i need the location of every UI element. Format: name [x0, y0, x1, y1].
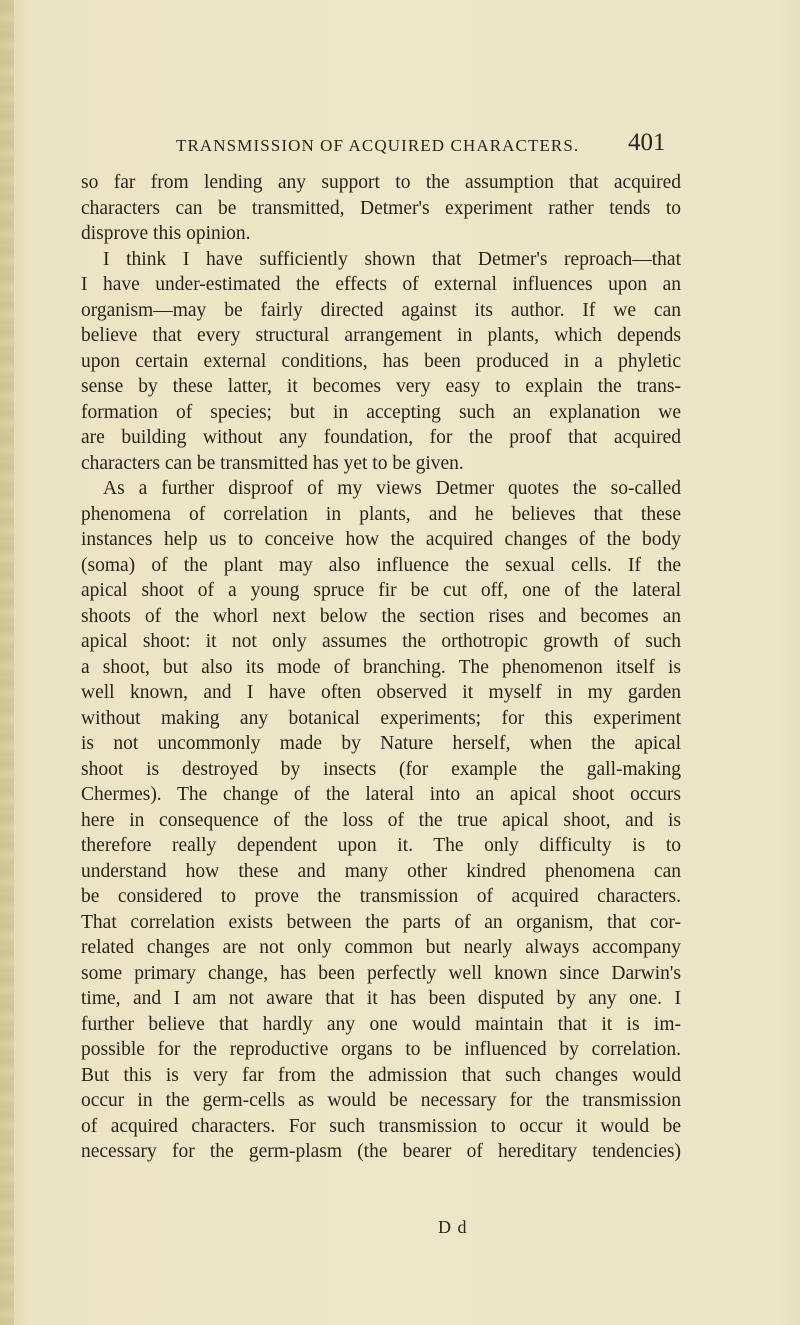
text-line: disprove this opinion. [81, 223, 251, 244]
text-line: characters can be transmitted, Detmer's experiment rather tends to [81, 197, 681, 219]
signature-mark: D d [438, 1217, 468, 1237]
text-line: is not uncommonly made by Nature herself, when the apical [81, 733, 681, 754]
text-line: be considered to prove the transmission of acquired characters. [81, 886, 681, 907]
text-line: time, and I am not aware that it has been disputed by any one. I [81, 988, 681, 1009]
text-line: of acquired characters. For such transmission to occur it would be [81, 1115, 681, 1137]
text-line: a shoot, but also its mode of branching. The phenomenon itself is [81, 656, 681, 678]
text-line: so far from lending any support to the assumption that acquired [81, 172, 681, 193]
text-line: some primary change, has been perfectly well known since Darwin's [81, 962, 681, 984]
text-line: necessary for the germ-plasm (the bearer of hereditary tendencies) [81, 1141, 681, 1162]
text-line: phenomena of correlation in plants, and he believes that these [81, 503, 681, 525]
page-number: 401 [628, 129, 666, 156]
text-line: shoots of the whorl next below the section rises and becomes an [81, 605, 681, 627]
text-line: believe that every structural arrangement in plants, which depends [81, 325, 681, 346]
page-edge-shadow [0, 0, 14, 1325]
body-text [81, 170, 681, 1165]
text-line: without making any botanical experiments; for this experiment [81, 707, 681, 729]
text-line: (soma) of the plant may also influence the sexual cells. If the [81, 554, 681, 576]
text-line: characters can be transmitted has yet to be given. [81, 452, 464, 474]
text-line: therefore really dependent upon it. The only difficulty is to [81, 835, 681, 856]
text-line: possible for the reproductive organs to be influenced by correlation. [81, 1039, 681, 1060]
text-line: related changes are not only common but nearly always accompany [81, 937, 681, 958]
text-line: instances help us to conceive how the acquired changes of the body [81, 529, 681, 550]
text-line: apical shoot: it not only assumes the orthotropic growth of such [81, 631, 681, 652]
text-line: well known, and I have often observed it myself in my garden [81, 682, 681, 703]
text-line: understand how these and many other kindred phenomena can [81, 860, 681, 882]
text-line: formation of species; but in accepting such an explanation we [81, 401, 681, 423]
text-line: sense by these latter, it becomes very easy to explain the trans- [81, 376, 681, 397]
text-line: I have under-estimated the effects of external influences upon an [81, 274, 681, 295]
text-line: organism—may be fairly directed against its author. If we can [81, 299, 681, 321]
text-line: I think I have sufficiently shown that Detmer's reproach—that [103, 248, 681, 270]
text-line: That correlation exists between the parts of an organism, that cor- [81, 911, 681, 933]
running-title: TRANSMISSION OF ACQUIRED CHARACTERS. [176, 136, 580, 155]
text-line: But this is very far from the admission that such changes would [81, 1064, 681, 1086]
text-line: here in consequence of the loss of the true apical shoot, and is [81, 809, 681, 831]
text-line: Chermes). The change of the lateral into an apical shoot occurs [81, 784, 681, 805]
text-line: shoot is destroyed by insects (for example the gall-making [81, 758, 681, 780]
text-line: occur in the germ-cells as would be necessary for the transmission [81, 1090, 681, 1111]
text-line: are building without any foundation, for the proof that acquired [81, 427, 681, 448]
text-line: apical shoot of a young spruce fir be cut off, one of the lateral [81, 580, 681, 601]
text-line: further believe that hardly any one would maintain that it is im- [81, 1013, 681, 1035]
text-line: upon certain external conditions, has been produced in a phyletic [81, 350, 681, 372]
text-line: As a further disproof of my views Detmer quotes the so-called [103, 478, 681, 499]
